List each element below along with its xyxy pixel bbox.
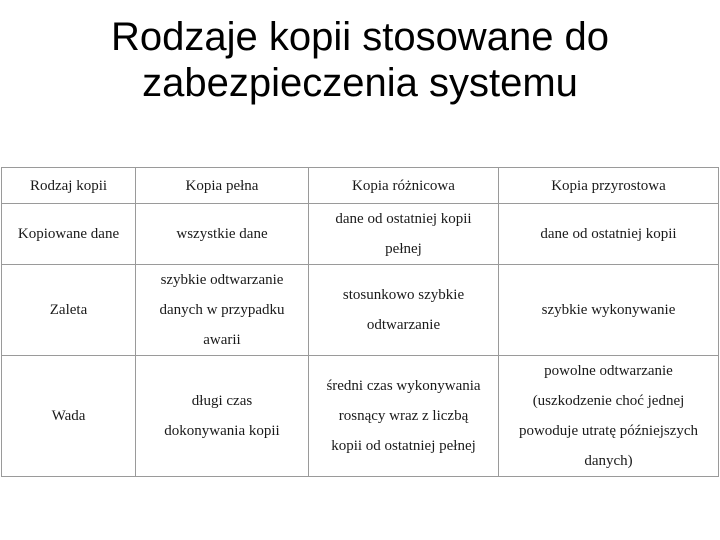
header-cell-incremental-backup: Kopia przyrostowa — [499, 168, 719, 204]
cell-incremental-copied-data — [499, 204, 719, 265]
slide-title-line-2: zabezpieczenia systemu — [142, 61, 578, 105]
cell-text-line: powolne odtwarzanie — [544, 363, 673, 379]
cell-text-line: kopii od ostatniej pełnej — [331, 438, 476, 454]
table-row — [2, 204, 719, 265]
slide-title — [0, 14, 720, 106]
cell-full-copied-data — [136, 204, 309, 265]
cell-text-line: długi czas — [191, 393, 253, 409]
cell-text-line: odtwarzanie — [366, 317, 441, 333]
cell-text-line: pełnej — [385, 241, 422, 257]
cell-full-disadvantage — [136, 356, 309, 477]
header-cell-full-backup: Kopia pełna — [136, 168, 309, 204]
header-cell-differential-backup: Kopia różnicowa — [309, 168, 499, 204]
slide-title-line-1: Rodzaje kopii stosowane do — [110, 15, 610, 59]
table-row — [2, 265, 719, 356]
cell-full-advantage — [136, 265, 309, 356]
cell-differential-disadvantage — [309, 356, 499, 477]
cell-text-line: wszystkie dane — [176, 226, 268, 242]
cell-text-line: szybkie odtwarzanie — [160, 272, 284, 288]
row-label-advantage: Zaleta — [2, 265, 136, 356]
cell-text-line: szybkie wykonywanie — [541, 302, 676, 318]
cell-text-line: stosunkowo szybkie — [342, 287, 465, 303]
cell-text-line: danych w przypadku — [159, 302, 285, 318]
cell-text-line: dane od ostatniej kopii — [335, 211, 472, 227]
cell-differential-advantage — [309, 265, 499, 356]
header-cell-backup-type: Rodzaj kopii — [2, 168, 136, 204]
row-label-disadvantage: Wada — [2, 356, 136, 477]
cell-text-line: dane od ostatniej kopii — [540, 226, 677, 242]
cell-text-line: średni czas wykonywania — [326, 378, 481, 394]
cell-differential-copied-data — [309, 204, 499, 265]
cell-text-line: dokonywania kopii — [164, 423, 280, 439]
cell-text-line: awarii — [203, 332, 241, 348]
backup-comparison-table — [1, 167, 719, 477]
cell-text-line: rosnący wraz z liczbą — [338, 408, 469, 424]
cell-text-line: (uszkodzenie choć jednej — [532, 393, 685, 409]
table-header-row — [2, 168, 719, 204]
cell-text-line: danych) — [584, 453, 633, 469]
cell-incremental-disadvantage — [499, 356, 719, 477]
backup-comparison-table-wrapper — [1, 167, 718, 477]
cell-incremental-advantage — [499, 265, 719, 356]
cell-text-line: powoduje utratę późniejszych — [518, 423, 699, 439]
row-label-copied-data: Kopiowane dane — [2, 204, 136, 265]
table-row — [2, 356, 719, 477]
